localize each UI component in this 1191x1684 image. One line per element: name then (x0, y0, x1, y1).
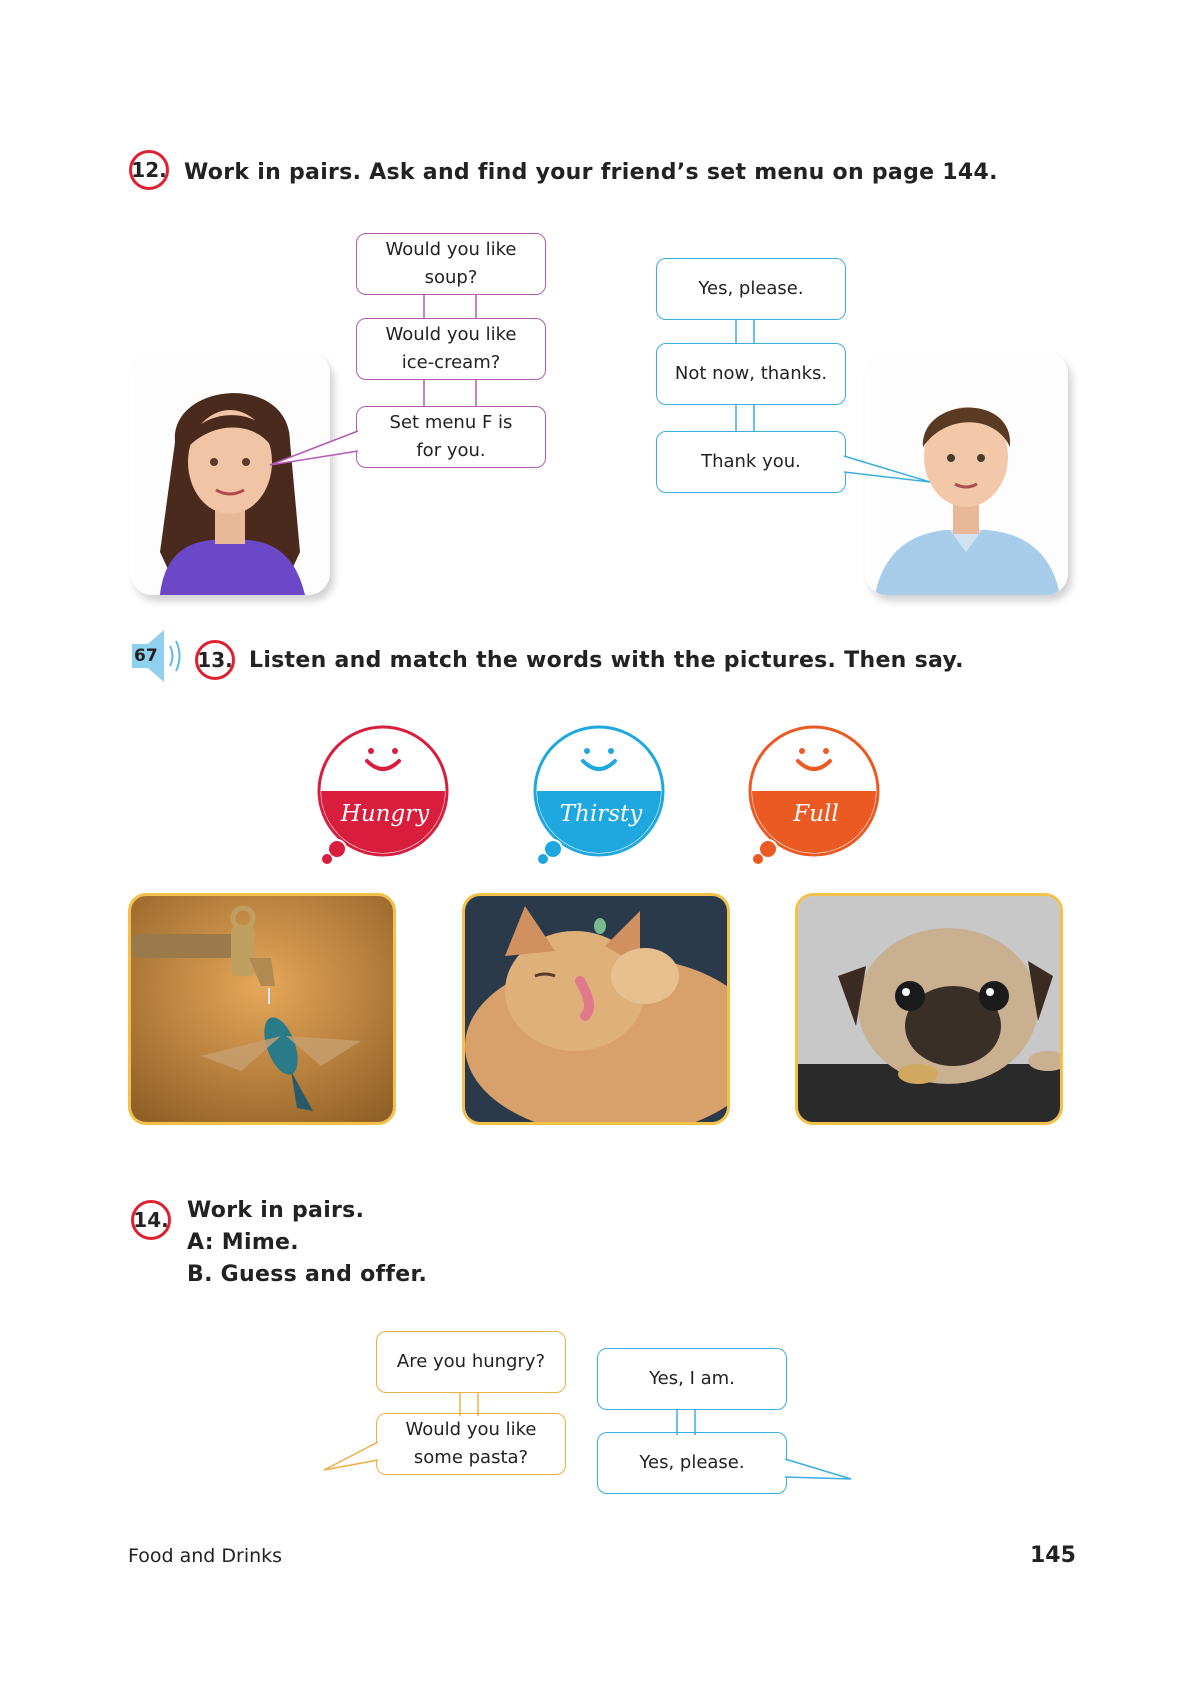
bubble-text: Yes, I am. (649, 1368, 735, 1389)
picture-pug[interactable] (795, 893, 1063, 1125)
bubble-text: Yes, please. (639, 1452, 745, 1473)
exercise-14-instructions (187, 1195, 427, 1291)
bubble-line: soup? (424, 267, 478, 288)
speech-bubble-yes-please (656, 258, 846, 320)
smiley-face-icon (531, 725, 671, 865)
bubble-line: Set menu F is (389, 412, 513, 433)
girl-photo (130, 352, 330, 595)
bubble-text: Not now, thanks. (674, 363, 828, 384)
exercise-number-14: 14. (131, 1200, 171, 1240)
bubble-text: Yes, please. (698, 278, 804, 299)
instruction-line: A: Mime. (187, 1230, 299, 1255)
word-face-full[interactable] (746, 725, 886, 865)
word-label-hungry: Hungry (340, 801, 430, 827)
bubble-tail-left (322, 1438, 380, 1472)
bubble-tail-boy (842, 452, 932, 484)
audio-track-number: 67 (134, 646, 158, 666)
page-number: 145 (1030, 1543, 1076, 1568)
bubble-text: Are you hungry? (396, 1351, 546, 1372)
bubble-tail-right (783, 1455, 853, 1489)
speech-bubble-are-you-hungry (376, 1331, 566, 1393)
bubble-line: for you. (416, 440, 486, 461)
bubble-line: Would you like (385, 324, 517, 345)
footer-section-title: Food and Drinks (128, 1545, 283, 1567)
bubble-tail-girl (268, 425, 360, 467)
exercise-number-13: 13. (195, 640, 235, 680)
speech-bubble-yes-i-am (597, 1348, 787, 1410)
bubble-line: ice-cream? (401, 352, 501, 373)
bubble-text: Thank you. (701, 451, 801, 472)
bubble-line: Would you like (385, 239, 517, 260)
exercise-13-instruction: Listen and match the words with the pictures. Then say. (249, 648, 964, 673)
picture-cat[interactable] (462, 893, 730, 1125)
exercise-12-instruction: Work in pairs. Ask and find your friend’s set menu on page 144. (184, 160, 998, 185)
bubble-connectors-left (376, 1388, 566, 1418)
speech-bubble-yes-please-2 (597, 1432, 787, 1494)
word-label-thirsty: Thirsty (559, 801, 643, 827)
instruction-line: B. Guess and offer. (187, 1262, 428, 1287)
word-label-full: Full (793, 801, 839, 827)
smiley-face-icon (315, 725, 455, 865)
audio-track-button[interactable] (128, 628, 186, 684)
speech-bubble-some-pasta (376, 1413, 566, 1475)
smiley-face-icon (746, 725, 886, 865)
bubble-connectors-boy (656, 315, 846, 445)
word-face-hungry[interactable] (315, 725, 455, 865)
exercise-number-12: 12. (129, 150, 169, 190)
speech-bubble-soup (356, 233, 546, 295)
bubble-connectors-right (597, 1405, 787, 1437)
bubble-connectors-girl (356, 290, 546, 420)
word-face-thirsty[interactable] (531, 725, 671, 865)
bubble-line: Would you like (405, 1419, 537, 1440)
bubble-line: some pasta? (413, 1447, 529, 1468)
picture-hummingbird[interactable] (128, 893, 396, 1125)
instruction-line: Work in pairs. (187, 1198, 365, 1223)
